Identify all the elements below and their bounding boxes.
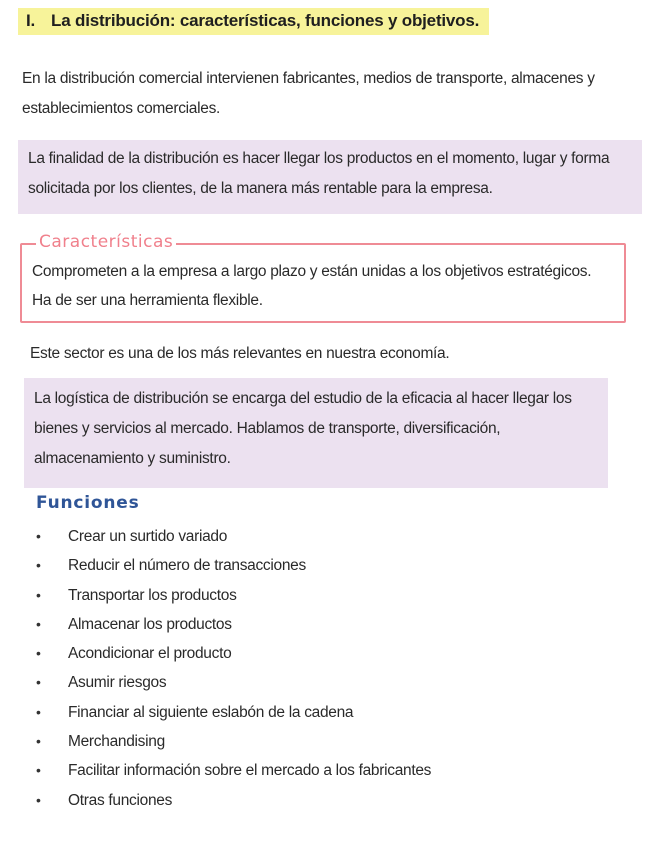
list-item <box>36 756 431 785</box>
list-item <box>36 581 431 610</box>
list-item-text: Crear un surtido variado <box>68 528 228 545</box>
logistics-box <box>24 378 608 488</box>
list-item-text: Reducir el número de transacciones <box>68 557 306 575</box>
list-item <box>36 786 431 815</box>
logistics-line-2: bienes y servicios al mercado. Hablamos de transporte, diversificación, <box>34 420 501 437</box>
section-number: I. <box>26 11 36 30</box>
characteristics-heading: Características <box>36 232 176 252</box>
list-item <box>36 668 431 697</box>
list-item-text: Asumir riesgos <box>68 674 167 692</box>
characteristics-line-2: Ha de ser una herramienta flexible. <box>32 292 263 309</box>
intro-paragraph: En la distribución comercial intervienen fabricantes, medios de transporte, almacenes y establecimientos comerciales. <box>22 70 595 117</box>
list-item <box>36 610 431 639</box>
list-item <box>36 522 431 551</box>
bullet-icon: • <box>36 557 41 574</box>
logistics-line-3: almacenamiento y suministro. <box>34 450 231 467</box>
bullet-icon: • <box>36 586 41 603</box>
bullet-icon: • <box>36 791 41 808</box>
bullet-icon: • <box>36 674 41 691</box>
list-item <box>36 551 431 580</box>
bullet-icon: • <box>36 645 41 662</box>
purpose-box: La finalidad de la distribución es hacer llegar los productos en el momento, lugar y forma solicitada por los clientes, de la manera más rentable para la empresa. <box>18 140 642 214</box>
list-item <box>36 727 431 756</box>
sector-note: Este sector es una de los más relevantes en nuestra economía. <box>30 345 450 362</box>
list-item <box>36 639 431 668</box>
list-item-text: Financiar al siguiente eslabón de la cadena <box>68 703 354 721</box>
bullet-icon: • <box>36 703 41 720</box>
functions-heading: Funciones <box>36 493 140 513</box>
bullet-icon: • <box>36 615 41 632</box>
bullet-icon: • <box>36 528 41 544</box>
bullet-icon: • <box>36 762 41 779</box>
list-item-text: Transportar los productos <box>68 586 237 604</box>
functions-list <box>36 522 431 815</box>
list-item-text: Otras funciones <box>68 791 173 809</box>
characteristics-line-1: Comprometen a la empresa a largo plazo y están unidas a los objetivos estratégicos. <box>32 263 592 280</box>
list-item-text: Merchandising <box>68 733 165 751</box>
section-title <box>18 8 489 35</box>
logistics-line-1: La logística de distribución se encarga del estudio de la eficacia al hacer llegar los <box>34 390 572 407</box>
section-title-text: La distribución: características, funciones y objetivos. <box>51 11 480 30</box>
list-item <box>36 698 431 727</box>
list-item-text: Acondicionar el producto <box>68 645 232 663</box>
characteristics-box <box>20 243 626 323</box>
list-item-text: Almacenar los productos <box>68 615 232 633</box>
bullet-icon: • <box>36 733 41 750</box>
list-item-text: Facilitar información sobre el mercado a los fabricantes <box>68 762 432 780</box>
